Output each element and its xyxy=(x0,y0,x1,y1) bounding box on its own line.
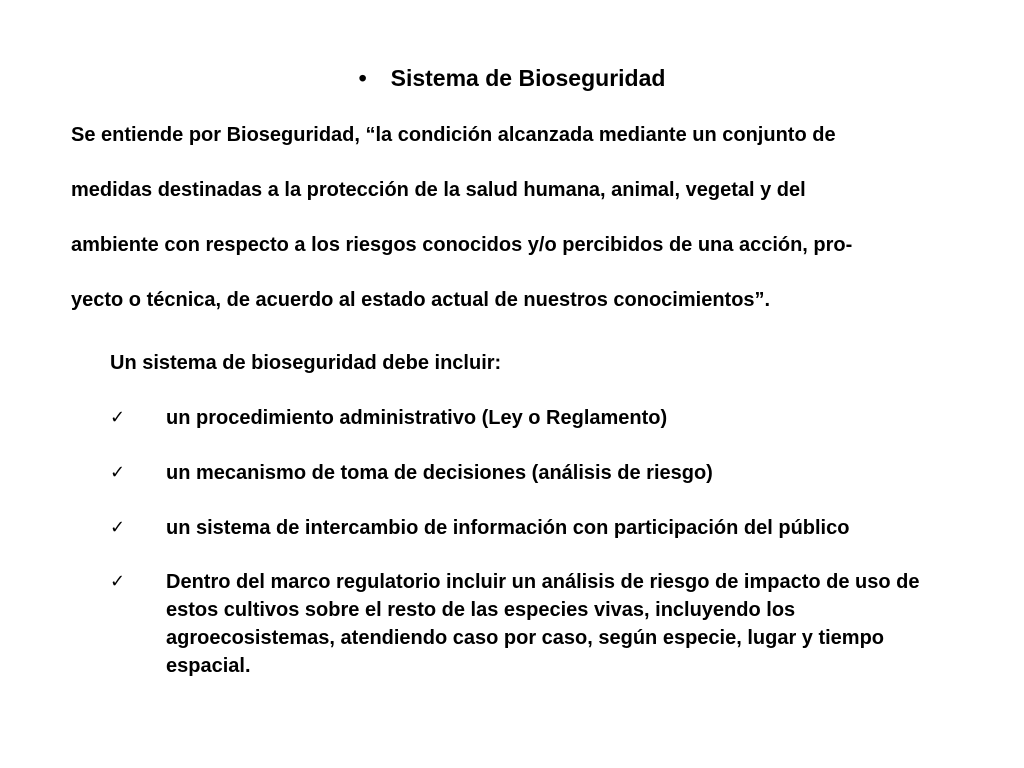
bullet-icon: • xyxy=(358,65,367,91)
definition-line-2: medidas destinadas a la protección de la salud humana, animal, vegetal y del xyxy=(71,179,806,201)
definition-line-3: ambiente con respecto a los riesgos conocidos y/o percibidos de una acción, pro- xyxy=(71,234,853,256)
checkmark-icon: ✓ xyxy=(110,517,126,538)
slide-title-text: Sistema de Bioseguridad xyxy=(390,65,666,91)
checklist-item-text: un procedimiento administrativo (Ley o Reglamento) xyxy=(166,407,668,429)
definition-line-4: yecto o técnica, de acuerdo al estado actual de nuestros conocimientos”. xyxy=(71,289,771,311)
slide-title xyxy=(0,62,1024,94)
checklist-item-text: un mecanismo de toma de decisiones (análisis de riesgo) xyxy=(166,462,713,484)
checkmark-icon: ✓ xyxy=(110,462,126,483)
checklist-item-text: un sistema de intercambio de información con participación del público xyxy=(166,517,850,539)
definition-line-1: Se entiende por Bioseguridad, “la condición alcanzada mediante un conjunto de xyxy=(71,124,836,146)
checkmark-icon: ✓ xyxy=(110,571,126,592)
checkmark-icon: ✓ xyxy=(110,407,126,428)
checklist-item-text: Dentro del marco regulatorio incluir un análisis de riesgo de impacto de uso de estos cultivos sobre el resto de las especies vivas, incluyendo los agroecosistemas, atendiendo caso por caso, según especie, lugar y tiempo espacial. xyxy=(166,571,920,677)
checklist-intro: Un sistema de bioseguridad debe incluir: xyxy=(110,352,502,374)
